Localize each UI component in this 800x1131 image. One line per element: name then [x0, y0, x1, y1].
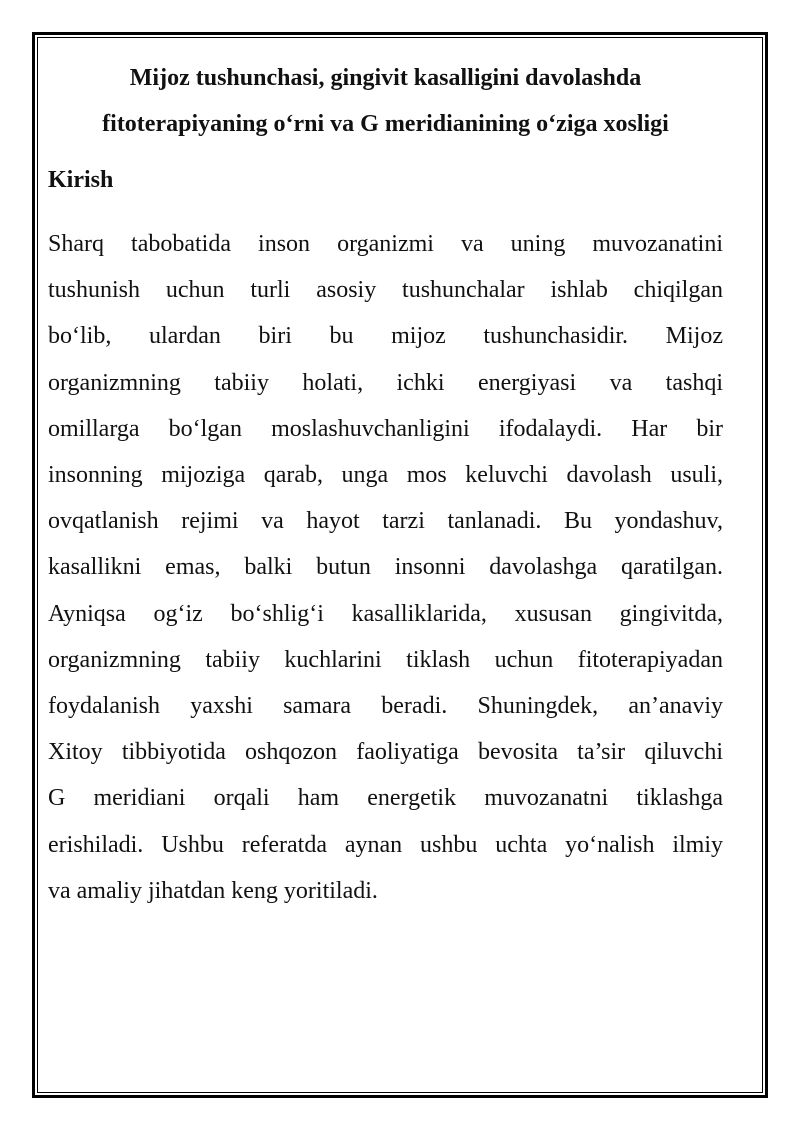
body-paragraph: [48, 221, 723, 914]
paragraph-line: foydalanish yaxshi samara beradi. Shuningdek, an’anaviy: [48, 693, 723, 720]
document-title: [48, 55, 723, 147]
paragraph-line: bo‘lib, ulardan biri bu mijoz tushunchasidir. Mijoz: [48, 323, 723, 350]
paragraph-line: erishiladi. Ushbu referatda aynan ushbu uchta yo‘nalish ilmiy: [48, 831, 723, 858]
section-heading: Kirish: [48, 167, 114, 193]
paragraph-line: tushunish uchun turli asosiy tushunchalar ishlab chiqilgan: [48, 277, 723, 304]
paragraph-line: va amaliy jihatdan keng yoritiladi.: [48, 877, 378, 904]
document-title-line-1: Mijoz tushunchasi, gingivit kasalligini davolashda: [129, 65, 642, 91]
paragraph-line: organizmning tabiiy kuchlarini tiklash uchun fitoterapiyadan: [48, 646, 723, 673]
paragraph-line: Xitoy tibbiyotida oshqozon faoliyatiga bevosita ta’sir qiluvchi: [48, 739, 723, 766]
paragraph-line: Ayniqsa og‘iz bo‘shlig‘i kasalliklarida, xususan gingivitda,: [48, 600, 723, 627]
document-title-line-2: fitoterapiyaning o‘rni va G meridianining o‘ziga xosligi: [102, 111, 669, 137]
paragraph-line: organizmning tabiiy holati, ichki energiyasi va tashqi: [48, 369, 723, 396]
paragraph-line: Sharq tabobatida inson organizmi va uning muvozanatini: [48, 231, 723, 257]
paragraph-line: omillarga bo‘lgan moslashuvchanligini ifodalaydi. Har bir: [48, 415, 723, 442]
document-body: [48, 55, 723, 914]
paragraph-line: insonning mijoziga qarab, unga mos keluvchi davolash usuli,: [48, 462, 723, 489]
paragraph-line: G meridiani orqali ham energetik muvozanatni tiklashga: [48, 785, 723, 812]
paragraph-line: kasallikni emas, balki butun insonni davolashga qaratilgan.: [48, 554, 723, 581]
paragraph-line: ovqatlanish rejimi va hayot tarzi tanlanadi. Bu yondashuv,: [48, 508, 723, 535]
